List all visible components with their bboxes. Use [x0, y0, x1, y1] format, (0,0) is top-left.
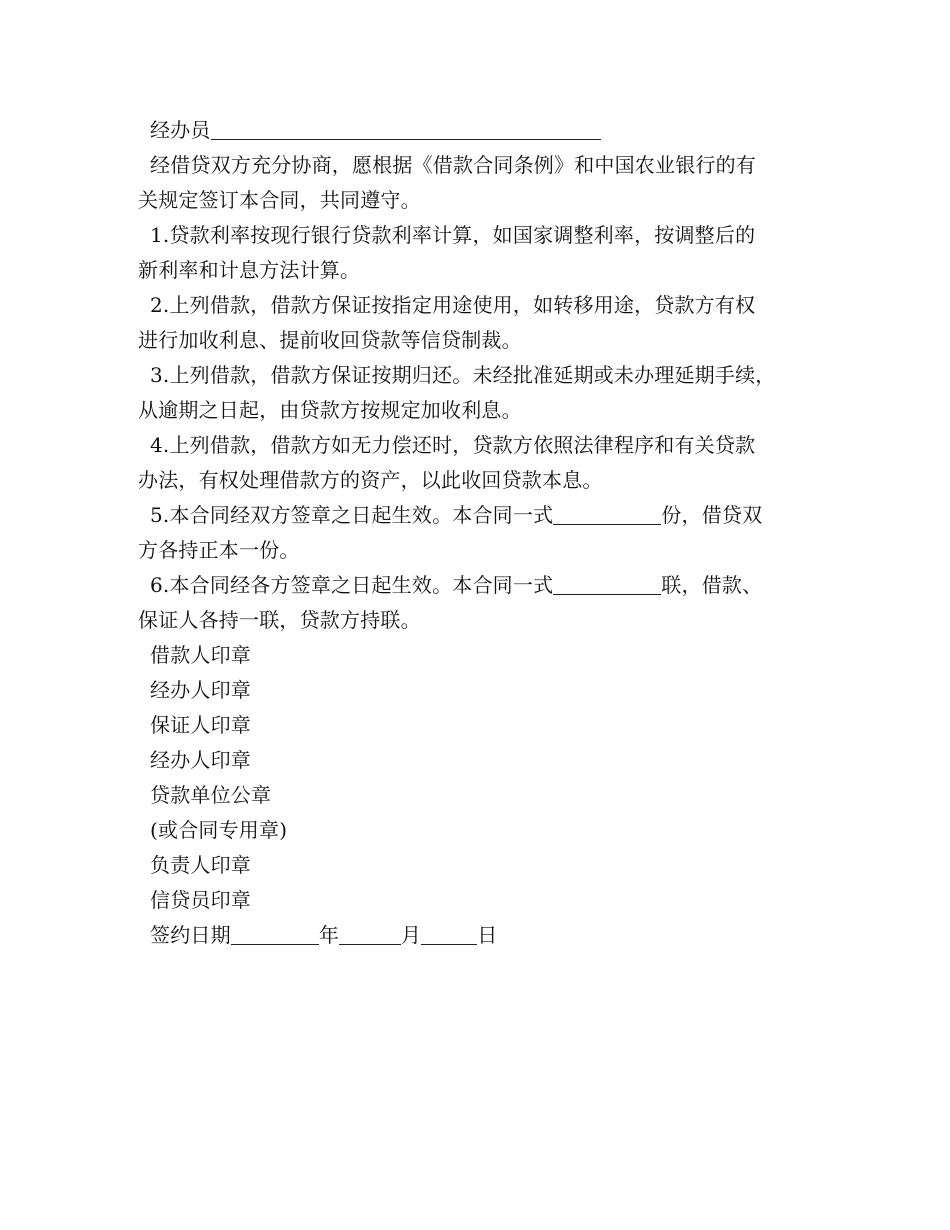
handler-label: 经办员: [150, 118, 211, 142]
signature-manager-seal: 负责人印章: [150, 853, 251, 877]
signature-guarantor-seal: 保证人印章: [150, 713, 251, 737]
clause-5-part-2: 份，借贷双: [661, 503, 763, 527]
clause-2-line-2: 进行加收利息、提前收回贷款等信贷制裁。: [138, 328, 522, 352]
clause-6-line-2: 保证人各持一联，贷款方持联。: [138, 608, 421, 632]
year-blank: [231, 922, 319, 945]
handler-blank: [211, 117, 601, 140]
handler-line: [138, 113, 828, 148]
signature-borrower-seal: 借款人印章: [150, 643, 251, 667]
clause-1-line-2: 新利率和计息方法计算。: [138, 258, 361, 282]
sign-date-line: [138, 918, 828, 953]
clause-5-part-1: 5.本合同经双方签章之日起生效。本合同一式: [150, 503, 554, 527]
intro-line-2: 关规定签订本合同，共同遵守。: [138, 188, 421, 212]
sign-date-label: 签约日期: [150, 923, 231, 947]
clause-6-line-1: [138, 568, 828, 603]
intro-line-1: 经借贷双方充分协商，愿根据《借款合同条例》和中国农业银行的有: [150, 153, 756, 177]
clause-4-line-2: 办法，有权处理借款方的资产，以此收回贷款本息。: [138, 468, 603, 492]
day-label: 日: [477, 923, 498, 947]
clause-3-line-2: 从逾期之日起，由贷款方按规定加收利息。: [138, 398, 522, 422]
parts-blank: [553, 572, 661, 595]
signature-handler-seal-2: 经办人印章: [150, 748, 251, 772]
clause-1-line-1: 1.贷款利率按现行银行贷款利率计算，如国家调整利率，按调整后的: [150, 223, 756, 247]
contract-page: [138, 113, 828, 953]
signature-lender-seal: 贷款单位公章: [150, 783, 272, 807]
month-label: 月: [401, 923, 422, 947]
clause-6-part-2: 联，借款、: [661, 573, 763, 597]
signature-handler-seal: 经办人印章: [150, 678, 251, 702]
year-label: 年: [318, 923, 340, 947]
clause-5-line-2: 方各持正本一份。: [138, 538, 300, 562]
clause-5-line-1: [138, 498, 828, 533]
clause-2-line-1: 2.上列借款，借款方保证按指定用途使用，如转移用途，贷款方有权: [150, 293, 756, 317]
clause-3-line-1: 3.上列借款，借款方保证按期归还。未经批准延期或未办理延期手续，: [150, 363, 776, 387]
clause-6-part-1: 6.本合同经各方签章之日起生效。本合同一式: [150, 573, 554, 597]
copies-blank: [553, 502, 661, 525]
month-blank: [339, 922, 401, 945]
clause-4-line-1: 4.上列借款，借款方如无力偿还时，贷款方依照法律程序和有关贷款: [150, 433, 756, 457]
signature-contract-seal: (或合同专用章): [150, 818, 288, 842]
signature-credit-officer-seal: 信贷员印章: [150, 888, 251, 912]
day-blank: [421, 922, 477, 945]
